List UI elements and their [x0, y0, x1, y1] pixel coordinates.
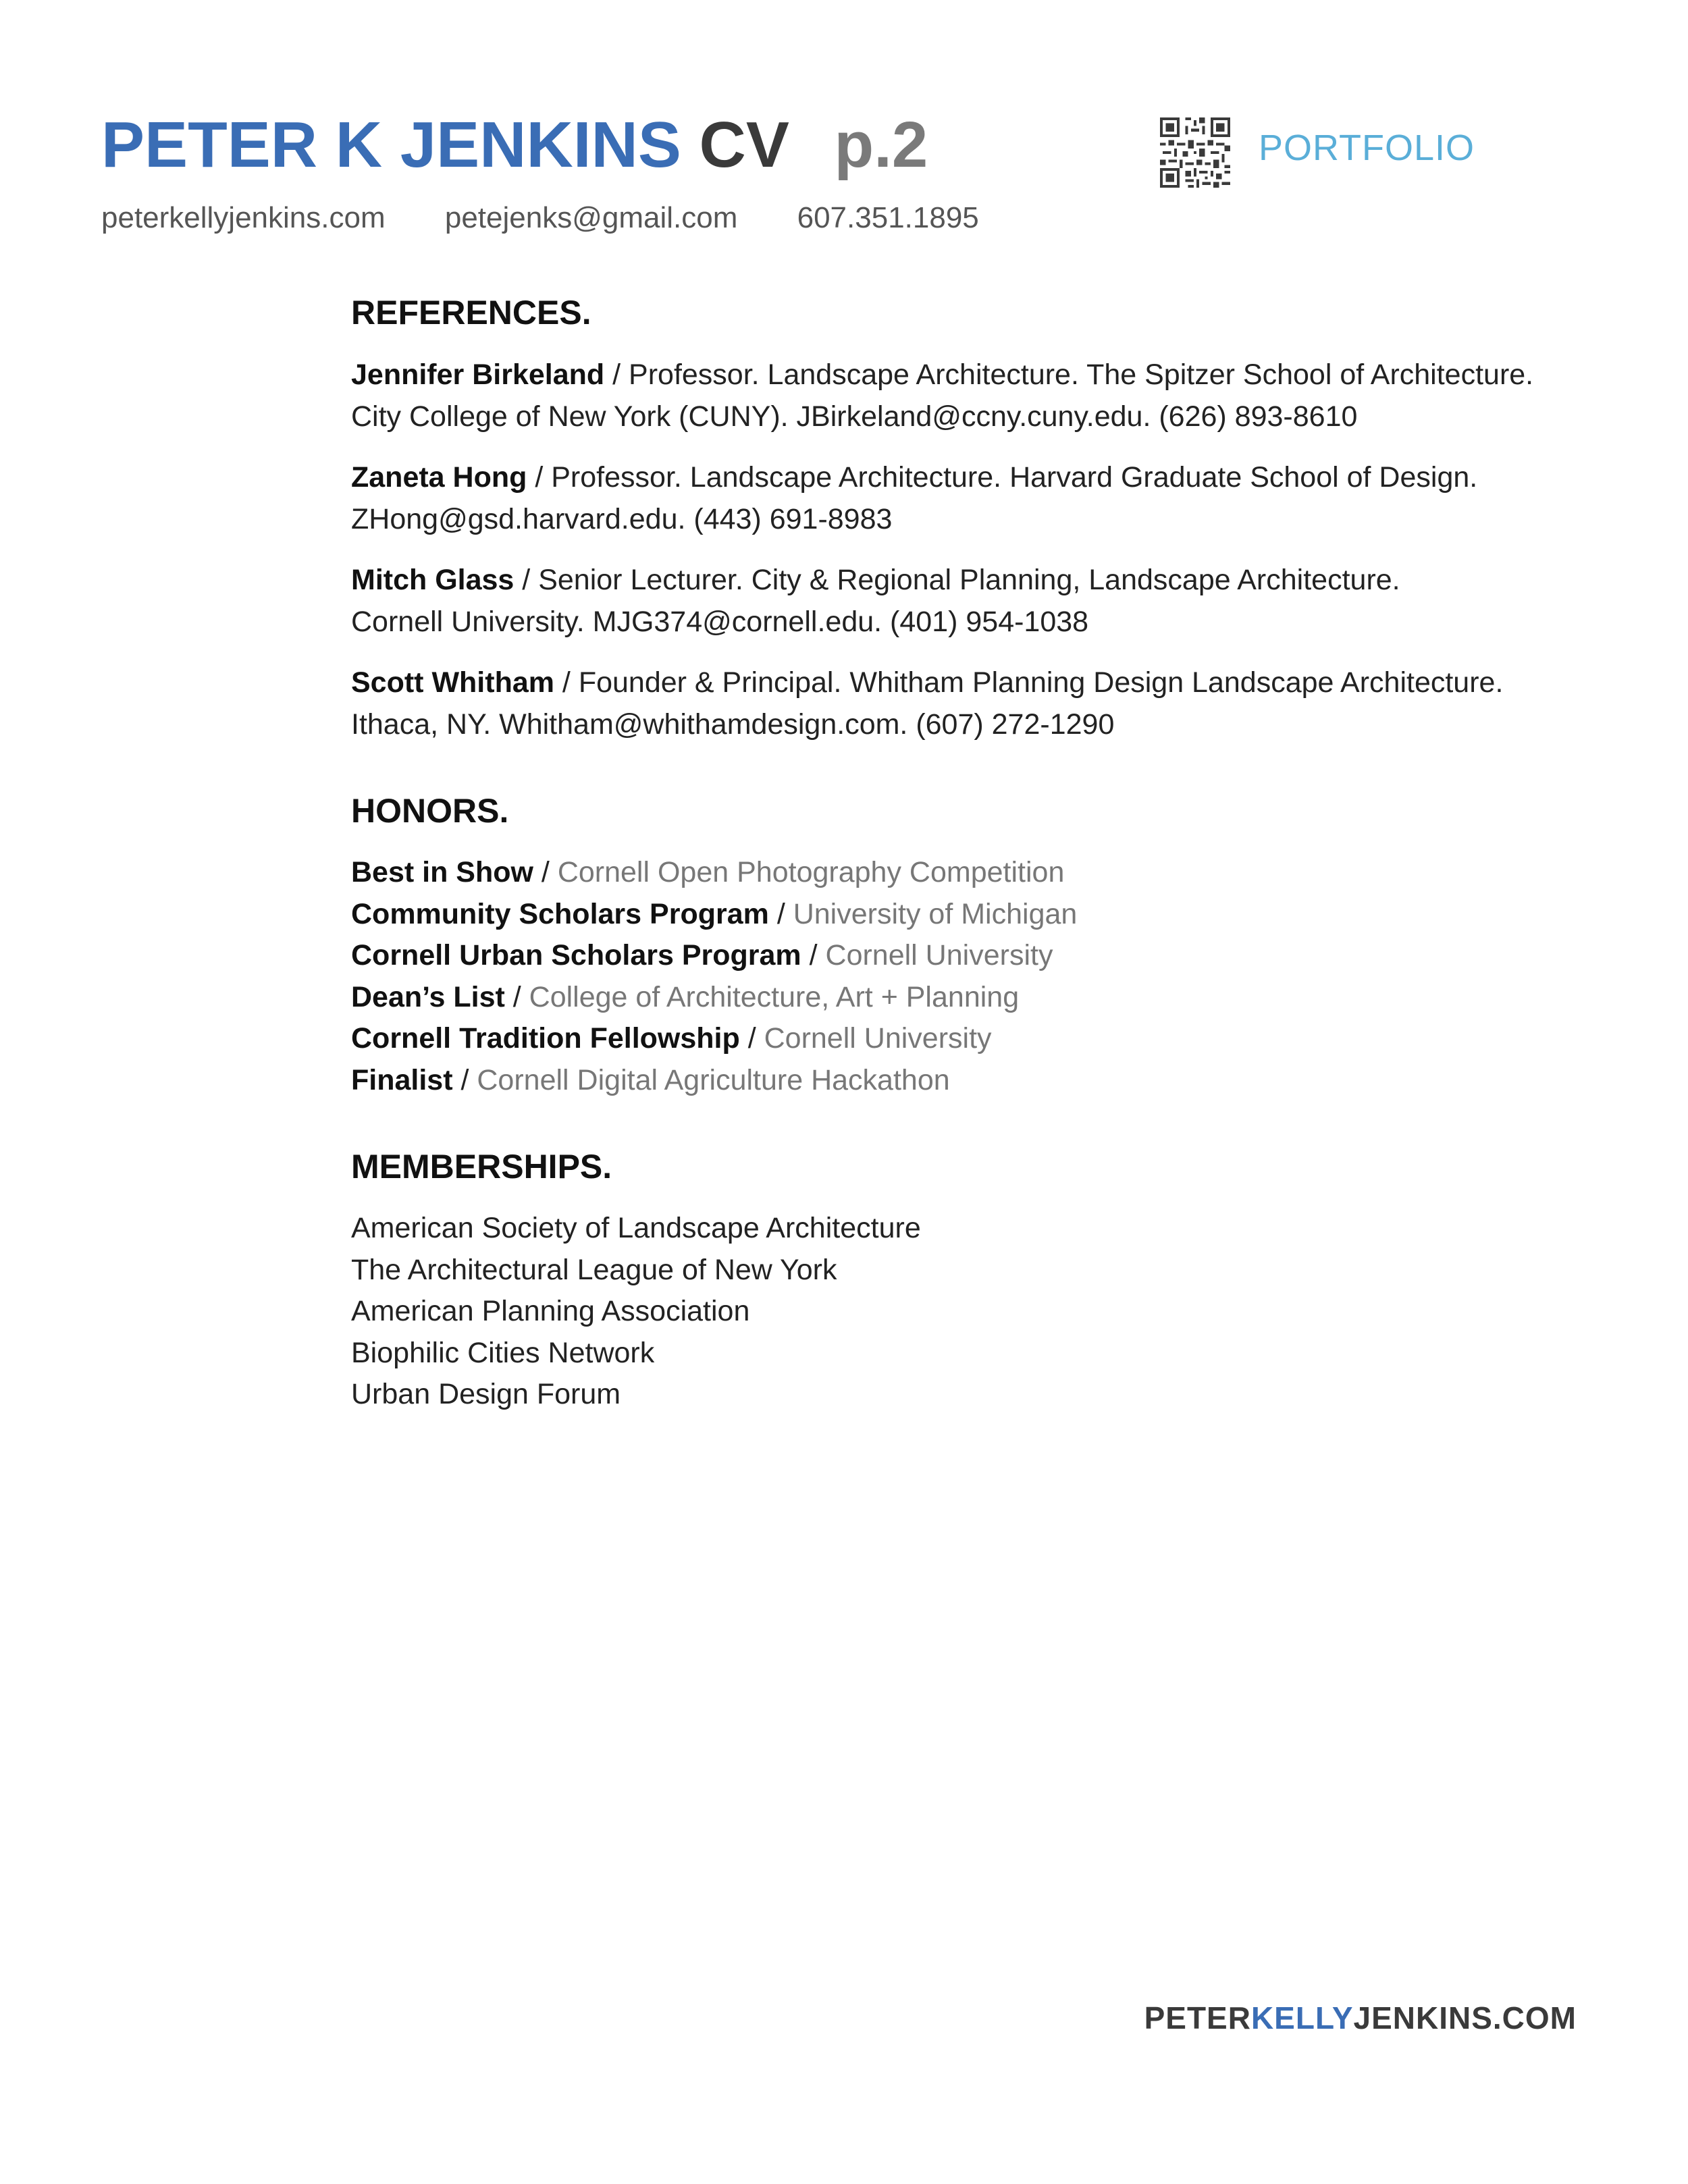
portfolio-link[interactable]: PORTFOLIO [1259, 128, 1475, 168]
membership-item: American Planning Association [351, 1295, 750, 1327]
honors-heading: HONORS. [351, 792, 509, 830]
honor-item [351, 852, 1620, 894]
qr-code-icon[interactable] [1160, 117, 1230, 188]
reference-line2: ZHong@gsd.harvard.edu. (443) 691-8983 [351, 503, 893, 535]
references-section [351, 290, 1620, 745]
honor-award: Cornell Tradition Fellowship [351, 1022, 740, 1055]
honor-separator: / [504, 980, 529, 1013]
memberships-heading: MEMBERSHIPS. [351, 1148, 612, 1186]
reference-item [351, 354, 1620, 437]
honor-org: Cornell University [825, 939, 1053, 971]
honor-award: Community Scholars Program [351, 897, 769, 930]
page-title [101, 101, 928, 189]
reference-name: Scott Whitham [351, 666, 554, 699]
honors-section [351, 789, 1620, 1101]
page-number: p.2 [834, 109, 928, 181]
reference-item [351, 662, 1620, 745]
website-link[interactable]: peterkellyjenkins.com [101, 201, 386, 234]
reference-separator: / [554, 666, 579, 699]
reference-line2: Cornell University. MJG374@cornell.edu. (401) 954-1038 [351, 606, 1089, 638]
reference-line1: Senior Lecturer. City & Regional Planning, Landscape Architecture. [538, 564, 1400, 596]
honor-item [351, 1018, 1620, 1060]
honor-separator: / [533, 856, 558, 888]
honor-award: Best in Show [351, 856, 533, 888]
honor-separator: / [739, 1022, 764, 1055]
reference-separator: / [527, 461, 552, 494]
honor-item [351, 977, 1620, 1019]
references-heading: REFERENCES. [351, 294, 591, 331]
footer-website-link[interactable] [1144, 2000, 1577, 2036]
membership-item: American Society of Landscape Architecture [351, 1212, 921, 1244]
reference-item [351, 456, 1620, 540]
honor-separator: / [768, 897, 793, 930]
honor-item [351, 935, 1620, 977]
footer-url-part3: JENKINS.COM [1353, 2000, 1577, 2035]
reference-line2: Ithaca, NY. Whitham@whithamdesign.com. (607) 272-1290 [351, 708, 1115, 741]
membership-item: Urban Design Forum [351, 1378, 621, 1410]
honor-award: Dean’s List [351, 980, 505, 1013]
membership-item: Biophilic Cities Network [351, 1336, 655, 1369]
reference-line1: Founder & Principal. Whitham Planning Design Landscape Architecture. [578, 666, 1504, 699]
footer-url-part1: PETER [1144, 2000, 1251, 2035]
reference-separator: / [514, 564, 539, 596]
footer-url-part2: KELLY [1250, 2000, 1354, 2035]
honor-award: Cornell Urban Scholars Program [351, 939, 801, 971]
reference-name: Jennifer Birkeland [351, 358, 605, 391]
reference-name: Zaneta Hong [351, 461, 527, 494]
phone-number: 607.351.1895 [797, 201, 979, 234]
reference-name: Mitch Glass [351, 564, 515, 596]
reference-item [351, 559, 1620, 643]
title-name: PETER K JENKINS [101, 109, 681, 181]
honor-separator: / [452, 1063, 477, 1096]
reference-line1: Professor. Landscape Architecture. Harvard Graduate School of Design. [551, 461, 1478, 494]
reference-line2: City College of New York (CUNY). JBirkeland@ccny.cuny.edu. (626) 893-8610 [351, 400, 1358, 433]
reference-separator: / [604, 358, 629, 391]
honor-org: College of Architecture, Art + Planning [529, 980, 1020, 1013]
honor-org: Cornell Digital Agriculture Hackathon [477, 1063, 950, 1096]
honor-item [351, 1060, 1620, 1102]
page-header [101, 101, 1587, 263]
honor-org: Cornell Open Photography Competition [557, 856, 1065, 888]
membership-item: The Architectural League of New York [351, 1253, 837, 1286]
title-cv: CV [699, 109, 789, 181]
reference-line1: Professor. Landscape Architecture. The Spitzer School of Architecture. [629, 358, 1534, 391]
honor-org: University of Michigan [793, 897, 1078, 930]
honor-award: Finalist [351, 1063, 453, 1096]
cv-content [351, 290, 1620, 1416]
memberships-section [351, 1144, 1620, 1416]
honor-item [351, 894, 1620, 936]
honor-org: Cornell University [764, 1022, 992, 1055]
email-link[interactable]: petejenks@gmail.com [444, 201, 738, 234]
honor-separator: / [801, 939, 826, 971]
contact-row [101, 201, 1030, 235]
